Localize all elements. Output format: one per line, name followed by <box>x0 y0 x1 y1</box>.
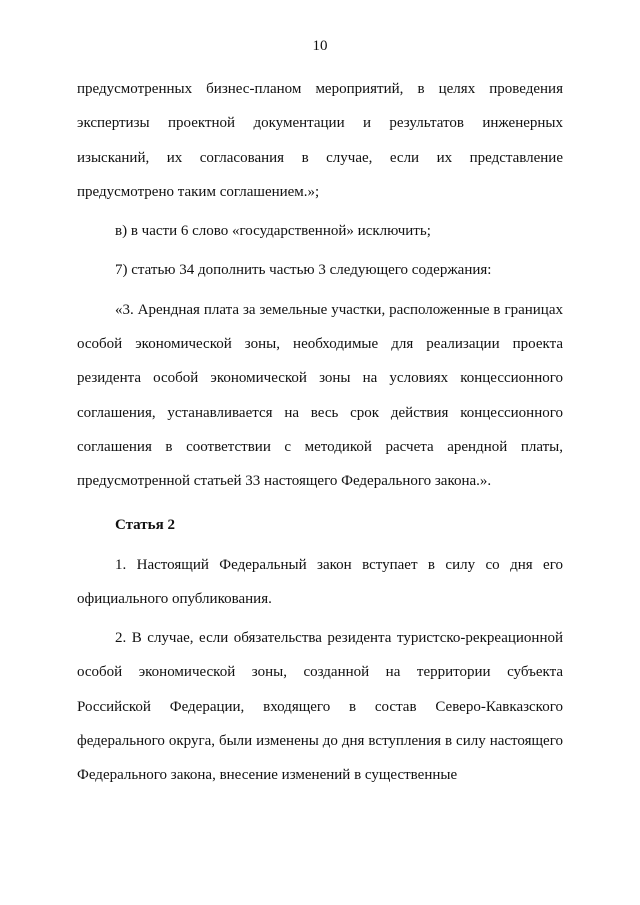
page-number: 10 <box>312 38 328 54</box>
paragraph-article2-item2: 2. В случае, если обязательства резидента туристско-рекреационной особой экономической зоны, созданной на территории субъекта Российской Федерации, входящего в состав Северо-Кавказского федерального округа, были изменены до дня вступления в силу настоящего Федерального закона, внесение изменений в существенные <box>77 630 563 784</box>
paragraph-part-3: «3. Арендная плата за земельные участки, расположенные в границах особой экономической зоны, необходимые для реализации проекта резидента особой экономической зоны на условиях концессионного соглашения, устанавливается на весь срок действия концессионного соглашения в соответствии с методикой расчета арендной платы, предусмотренной статьей 33 настоящего Федерального закона.». <box>77 301 563 490</box>
document-body <box>77 72 563 793</box>
paragraph-article2-item1: 1. Настоящий Федеральный закон вступает в силу со дня его официального опубликования. <box>77 556 563 607</box>
paragraph-item-v: в) в части 6 слово «государственной» исключить; <box>115 223 431 240</box>
paragraph-item-7: 7) статью 34 дополнить частью 3 следующего содержания: <box>115 262 492 279</box>
article-heading: Статья 2 <box>115 516 175 533</box>
paragraph-continuation: предусмотренных бизнес-планом мероприятий, в целях проведения экспертизы проектной документации и результатов инженерных изысканий, их согласования в случае, если их представление предусмотрено таким соглашением.»; <box>77 81 563 200</box>
